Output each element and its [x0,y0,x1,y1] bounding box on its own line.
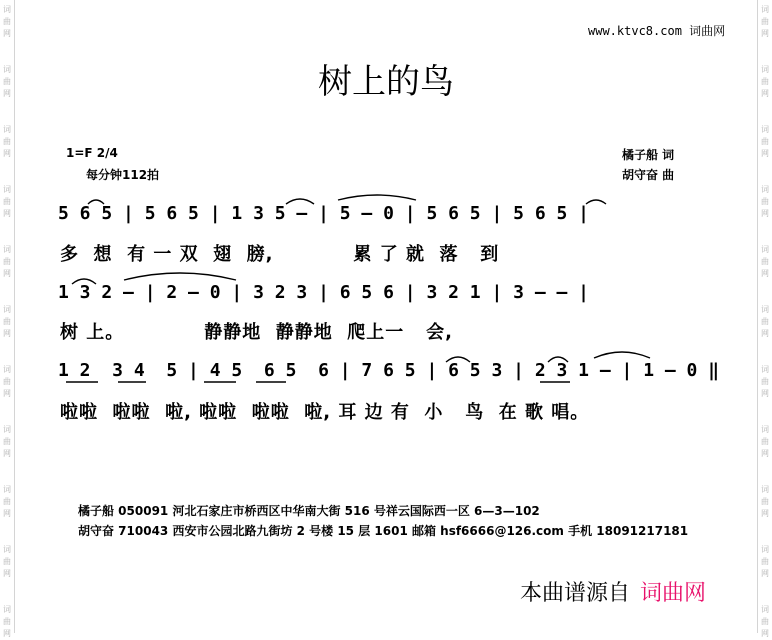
slur-mark [286,199,314,204]
slur-mark [88,200,104,204]
watermark-glyph: 曲 [3,437,11,446]
watermark-glyph: 网 [761,329,769,338]
watermark-glyph: 词 [761,305,769,314]
source-site-link[interactable]: 词曲网 [640,581,707,606]
slur-mark [446,357,470,362]
watermark-glyph: 曲 [761,617,769,626]
score-line-3-notes: 1 2 3 4 5 | 4 5 6 5 6 | 7 6 5 | 6 5 3 | 2 3 1 — | 1 — 0 ‖ [58,360,720,381]
watermark-glyph: 曲 [761,317,769,326]
watermark-glyph: 词 [3,185,11,194]
source-credit [520,576,706,607]
watermark-glyph: 网 [761,629,769,638]
watermark-glyph: 曲 [3,257,11,266]
watermark-glyph: 曲 [761,17,769,26]
watermark-glyph: 词 [3,425,11,434]
watermark-glyph: 词 [761,605,769,614]
contact-line-composer: 胡守奋 710043 西安市公园北路九街坊 2 号楼 15 层 1601 邮箱 hsf6666@126.com 手机 18091217181 [78,524,689,538]
watermark-glyph: 词 [3,485,11,494]
tie-mark [594,352,650,358]
watermark-glyph: 曲 [761,497,769,506]
watermark-glyph: 词 [3,605,11,614]
watermark-glyph: 网 [3,569,11,578]
score-line-1-lyrics: 多 想 有 一 双 翅 膀, 累 了 就 落 到 [60,244,500,265]
contact-line-lyricist: 橘子船 050091 河北石家庄市桥西区中华南大街 516 号祥云国际西一区 6—3—102 [78,504,540,518]
watermark-glyph: 词 [761,545,769,554]
watermark-glyph: 曲 [3,317,11,326]
watermark-glyph: 网 [3,329,11,338]
watermark-glyph: 曲 [761,557,769,566]
watermark-glyph: 词 [3,245,11,254]
watermark-glyph: 曲 [761,377,769,386]
slur-mark [548,357,568,362]
watermark-glyph: 曲 [761,77,769,86]
source-prefix: 本曲谱源自 [520,581,631,606]
watermark-glyph: 曲 [3,497,11,506]
watermark-glyph: 网 [761,569,769,578]
watermark-glyph: 曲 [3,17,11,26]
score-line-2-notes: 1 3 2 — | 2 — 0 | 3 2 3 | 6 5 6 | 3 2 1 | 3 — — | [58,282,590,303]
watermark-glyph: 网 [3,209,11,218]
score-line-3-lyrics: 啦啦 啦啦 啦, 啦啦 啦啦 啦, 耳 边 有 小 鸟 在 歌 唱。 [60,402,590,423]
watermark-glyph: 词 [761,245,769,254]
watermark-glyph: 网 [3,509,11,518]
watermark-glyph: 词 [3,545,11,554]
watermark-glyph: 词 [3,305,11,314]
watermark-glyph: 网 [761,29,769,38]
watermark-glyph: 网 [761,269,769,278]
watermark-glyph: 曲 [3,197,11,206]
watermark-glyph: 网 [761,89,769,98]
watermark-glyph: 网 [3,629,11,638]
tempo-marking: 每分钟112拍 [86,168,160,182]
lyricist-credit: 橘子船 词 [622,148,675,162]
watermark-glyph: 网 [3,449,11,458]
tie-mark [124,273,236,280]
site-url-header[interactable]: www.ktvc8.com 词曲网 [588,24,726,38]
watermark-glyph: 曲 [761,257,769,266]
watermark-glyph: 网 [761,389,769,398]
watermark-glyph: 词 [761,485,769,494]
tie-mark [338,195,416,200]
watermark-glyph: 曲 [3,557,11,566]
composer-credit: 胡守奋 曲 [622,168,675,182]
watermark-glyph: 曲 [3,77,11,86]
watermark-glyph: 网 [3,389,11,398]
watermark-glyph: 词 [761,425,769,434]
watermark-glyph: 曲 [761,137,769,146]
watermark-glyph: 词 [3,5,11,14]
key-signature: 1=F 2/4 [66,146,118,160]
watermark-glyph: 网 [761,509,769,518]
watermark-glyph: 网 [3,149,11,158]
watermark-glyph: 网 [3,269,11,278]
watermark-glyph: 词 [3,365,11,374]
watermark-glyph: 网 [761,449,769,458]
watermark-glyph: 词 [761,125,769,134]
watermark-glyph: 网 [3,89,11,98]
watermark-glyph: 网 [3,29,11,38]
watermark-glyph: 词 [761,65,769,74]
watermark-glyph: 词 [3,65,11,74]
watermark-glyph: 网 [761,149,769,158]
slur-mark [586,200,606,204]
watermark-glyph: 曲 [3,617,11,626]
watermark-glyph: 词 [761,185,769,194]
score-line-1-notes: 5 6 5 | 5 6 5 | 1 3 5 — | 5 — 0 | 5 6 5 | 5 6 5 | [58,203,590,224]
watermark-glyph: 网 [761,209,769,218]
watermark-glyph: 曲 [3,377,11,386]
watermark-glyph: 曲 [761,437,769,446]
watermark-glyph: 词 [761,365,769,374]
watermark-glyph: 词 [761,5,769,14]
score-line-2-lyrics: 树 上。 静静地 静静地 爬上一 会, [60,322,453,343]
watermark-glyph: 曲 [3,137,11,146]
watermark-glyph: 曲 [761,197,769,206]
song-title: 树上的鸟 [318,63,454,101]
slur-mark [72,279,96,284]
watermark-glyph: 词 [3,125,11,134]
